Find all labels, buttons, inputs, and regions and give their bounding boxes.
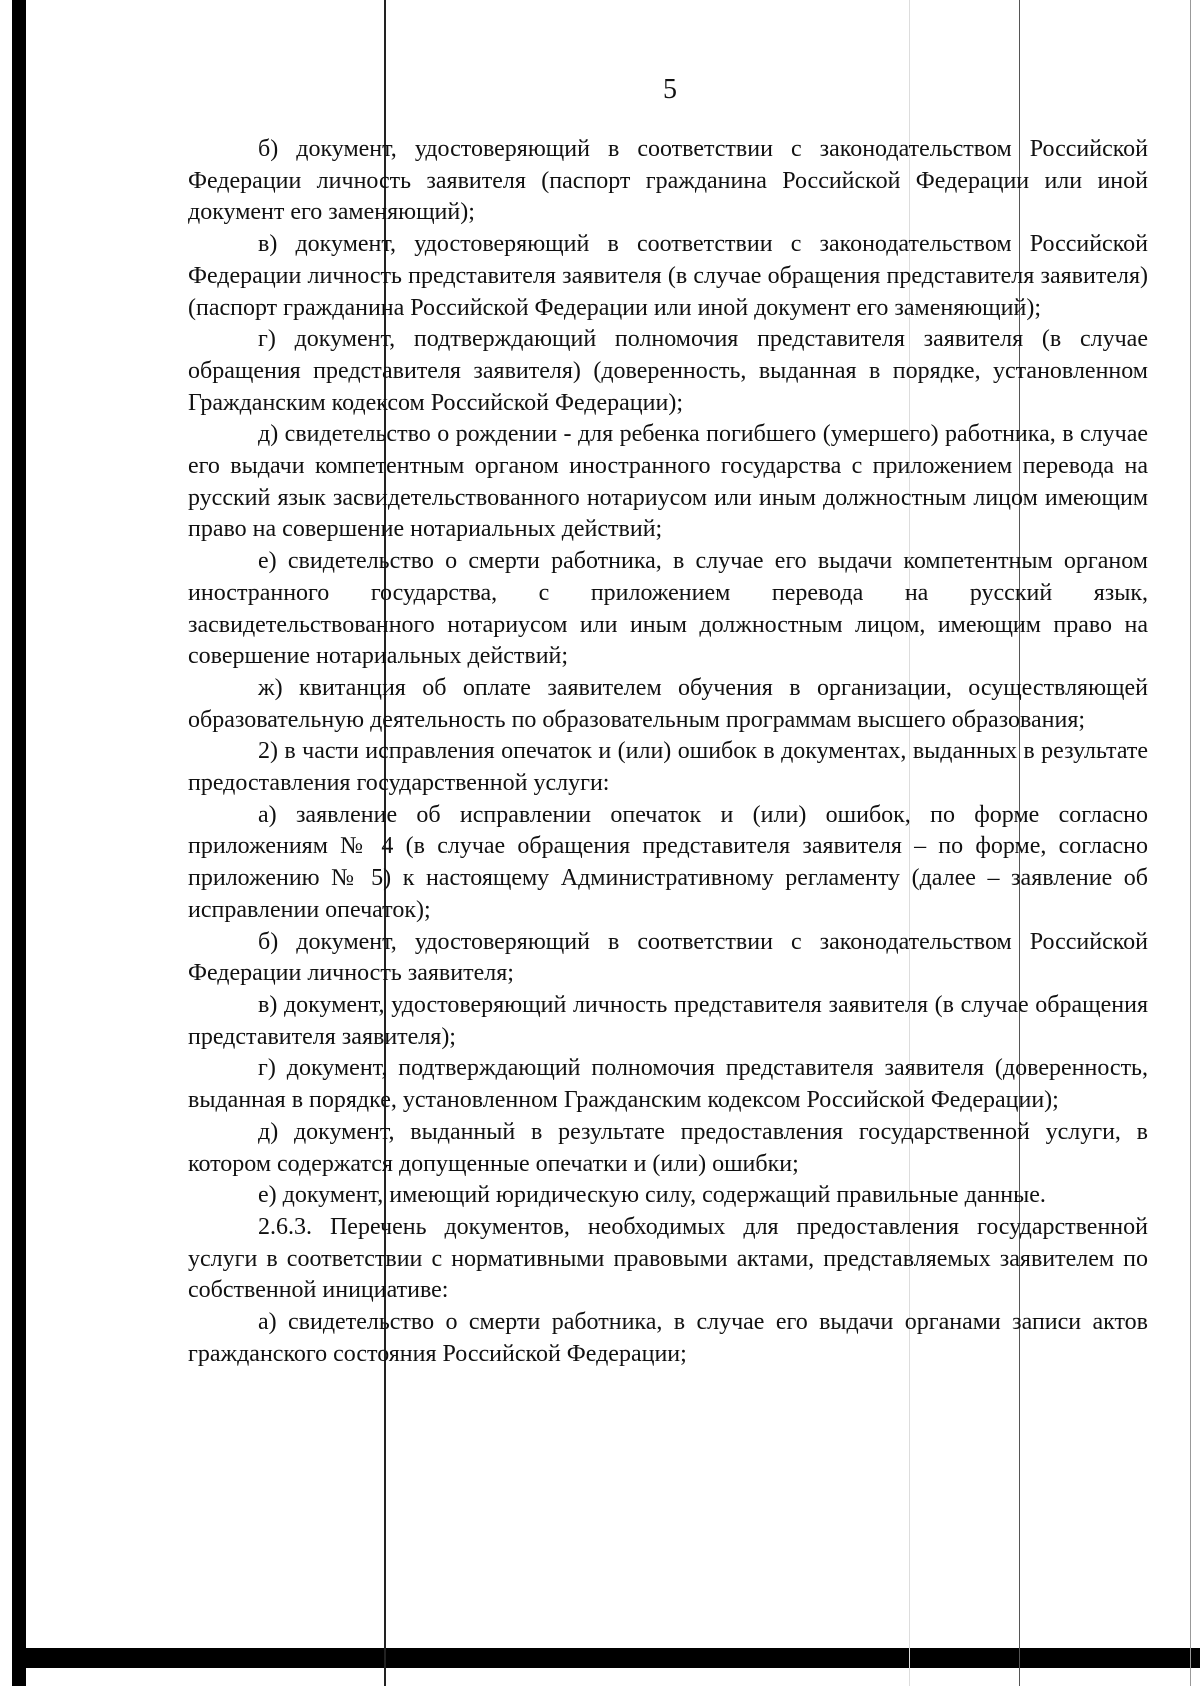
paragraph: 2) в части исправления опечаток и (или) ошибок в документах, выданных в результате предоставления государственной услуги: — [188, 738, 1148, 797]
paragraph: ж) квитанция об оплате заявителем обучения в организации, осуществляющей образовательную деятельность по образовательным программам высшего образования; — [188, 674, 1148, 733]
scan-fold-line — [1190, 0, 1191, 1686]
document-body — [188, 134, 1148, 1370]
paragraph: в) документ, удостоверяющий в соответствии с законодательством Российской Федерации личность представителя заявителя (в случае обращения представителя заявителя) (паспорт гражданина Российской Федерации или иной документ его заменяющий); — [188, 231, 1148, 321]
paragraph: д) свидетельство о рождении - для ребенка погибшего (умершего) работника, в случае его выдачи компетентным органом иностранного государства с приложением перевода на русский язык засвидетельствованного нотариусом или иным должностным лицом имеющим право на совершение нотариальных действий; — [188, 421, 1148, 543]
page-number: 5 — [663, 74, 677, 105]
paragraph: д) документ, выданный в результате предоставления государственной услуги, в котором содержатся допущенные опечатки и (или) ошибки; — [188, 1118, 1148, 1177]
paragraph: г) документ, подтверждающий полномочия представителя заявителя (в случае обращения представителя заявителя) (доверенность, выданная в порядке, установленном Гражданским кодексом Российской Федерации); — [188, 326, 1148, 416]
paragraph: г) документ, подтверждающий полномочия представителя заявителя (доверенность, выданная в порядке, установленном Гражданским кодексом Российской Федерации); — [188, 1055, 1148, 1114]
paragraph: б) документ, удостоверяющий в соответствии с законодательством Российской Федерации личность заявителя; — [188, 928, 1148, 987]
paragraph: в) документ, удостоверяющий личность представителя заявителя (в случае обращения представителя заявителя); — [188, 991, 1148, 1050]
paragraph: а) свидетельство о смерти работника, в случае его выдачи органами записи актов гражданского состояния Российской Федерации; — [188, 1309, 1148, 1367]
paragraph: е) документ, имеющий юридическую силу, содержащий правильные данные. — [258, 1182, 1046, 1209]
scan-edge-bottom — [26, 1648, 1200, 1668]
paragraph: е) свидетельство о смерти работника, в случае его выдачи компетентным органом иностранного государства, с приложением перевода на русский язык, засвидетельствованного нотариусом или иным должностным лицом, имеющим право на совершение нотариальных действий; — [188, 548, 1148, 670]
paragraph: а) заявление об исправлении опечаток и (или) ошибок, по форме согласно приложениям № 4 (в случае обращения представителя заявителя – по форме, согласно приложению № 5) к настоящему Административному регламенту (далее – заявление об исправлении опечаток); — [188, 801, 1148, 923]
paragraph: б) документ, удостоверяющий в соответствии с законодательством Российской Федерации личность заявителя (паспорт гражданина Российской Федерации или иной документ его заменяющий); — [188, 136, 1148, 226]
paragraph: 2.6.3. Перечень документов, необходимых для предоставления государственной услуги в соответствии с нормативными правовыми актами, представляемых заявителем по собственной инициативе: — [188, 1213, 1148, 1304]
scan-edge-left — [12, 0, 26, 1686]
